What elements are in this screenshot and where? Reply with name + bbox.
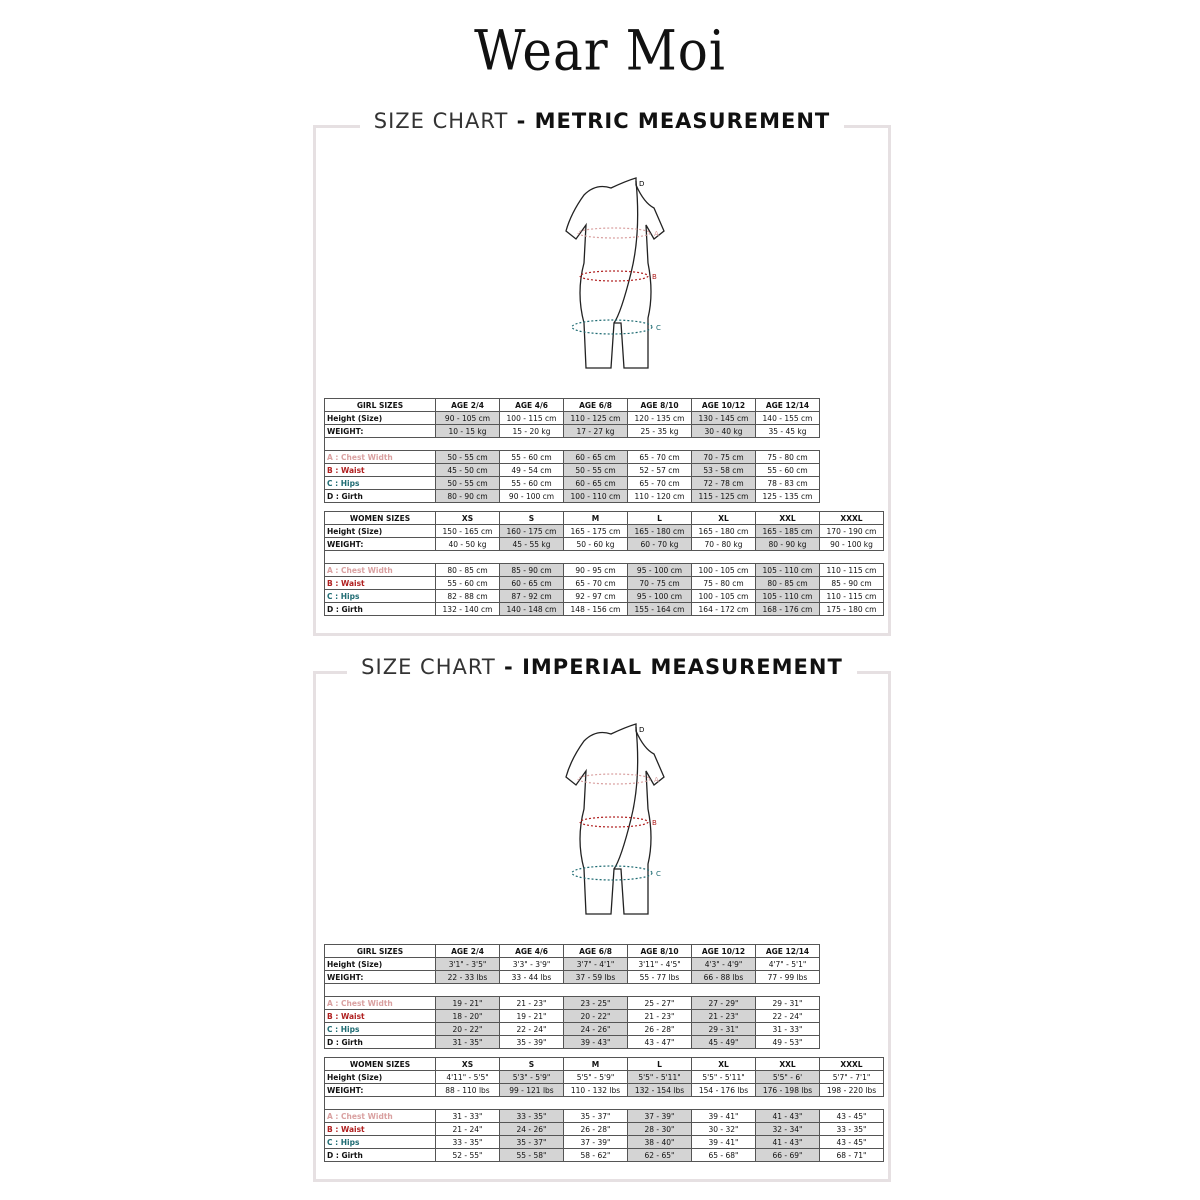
brand-logo: Wear Moi bbox=[474, 19, 726, 83]
imperial-size-chart bbox=[313, 655, 891, 1182]
table-row: Height (Size) 3'1" - 3'5" 3'3" - 3'9" 3'7" - 4'1" 3'11" - 4'5" 4'3" - 4'9" 4'7" - 5'1" bbox=[325, 958, 820, 971]
table-row: WEIGHT: 88 - 110 lbs 99 - 121 lbs 110 - 132 lbs 132 - 154 lbs 154 - 176 lbs 176 - 198 lbs 198 - 220 lbs bbox=[325, 1084, 884, 1097]
table-row: B : Waist 55 - 60 cm 60 - 65 cm 65 - 70 cm 70 - 75 cm 75 - 80 cm 80 - 85 cm 85 - 90 cm bbox=[325, 577, 884, 590]
marker-b: B bbox=[652, 273, 657, 281]
table-row: D : Girth 132 - 140 cm 140 - 148 cm 148 - 156 cm 155 - 164 cm 164 - 172 cm 168 - 176 cm 175 - 180 cm bbox=[325, 603, 884, 616]
table-row: D : Girth 52 - 55" 55 - 58" 58 - 62" 62 - 65" 65 - 68" 66 - 69" 68 - 71" bbox=[325, 1149, 884, 1162]
marker-c: C bbox=[656, 870, 661, 878]
table-row: GIRL SIZES AGE 2/4 AGE 4/6 AGE 6/8 AGE 8/10 AGE 10/12 AGE 12/14 bbox=[325, 945, 820, 958]
marker-d: D bbox=[639, 726, 645, 734]
table-row: GIRL SIZES AGE 2/4 AGE 4/6 AGE 6/8 AGE 8/10 AGE 10/12 AGE 12/14 bbox=[325, 399, 820, 412]
imperial-title: SIZE CHART - IMPERIAL MEASUREMENT bbox=[316, 655, 888, 679]
table-row: C : Hips 82 - 88 cm 87 - 92 cm 92 - 97 cm 95 - 100 cm 100 - 105 cm 105 - 110 cm 110 - 115 cm bbox=[325, 590, 884, 603]
table-row: C : Hips 50 - 55 cm 55 - 60 cm 60 - 65 cm 65 - 70 cm 72 - 78 cm 78 - 83 cm bbox=[325, 477, 820, 490]
table-row: Height (Size) 4'11" - 5'5" 5'3" - 5'9" 5'5" - 5'9" 5'5" - 5'11" 5'5" - 5'11" 5'5" - 6' 5'7" - 7'1" bbox=[325, 1071, 884, 1084]
metric-title: SIZE CHART - METRIC MEASUREMENT bbox=[316, 109, 888, 133]
marker-b: B bbox=[652, 819, 657, 827]
imperial-women-sizes-table bbox=[324, 1057, 884, 1162]
table-row: Height (Size) 90 - 105 cm 100 - 115 cm 110 - 125 cm 120 - 135 cm 130 - 145 cm 140 - 155 cm bbox=[325, 412, 820, 425]
table-row: D : Girth 31 - 35" 35 - 39" 39 - 43" 43 - 47" 45 - 49" 49 - 53" bbox=[325, 1036, 820, 1049]
marker-a: A bbox=[654, 230, 659, 238]
imperial-girl-sizes-table bbox=[324, 944, 820, 1049]
marker-a: A bbox=[654, 776, 659, 784]
table-row: B : Waist 21 - 24" 24 - 26" 26 - 28" 28 - 30" 30 - 32" 32 - 34" 33 - 35" bbox=[325, 1123, 884, 1136]
table-row: A : Chest Width 80 - 85 cm 85 - 90 cm 90 - 95 cm 95 - 100 cm 100 - 105 cm 105 - 110 cm 110 - 115 cm bbox=[325, 564, 884, 577]
metric-size-chart bbox=[313, 109, 891, 636]
table-row: A : Chest Width 50 - 55 cm 55 - 60 cm 60 - 65 cm 65 - 70 cm 70 - 75 cm 75 - 80 cm bbox=[325, 451, 820, 464]
metric-girl-sizes-table bbox=[324, 398, 820, 503]
table-row: C : Hips 33 - 35" 35 - 37" 37 - 39" 38 - 40" 39 - 41" 41 - 43" 43 - 45" bbox=[325, 1136, 884, 1149]
body-measurement-figure bbox=[536, 173, 676, 383]
table-row: A : Chest Width 31 - 33" 33 - 35" 35 - 37" 37 - 39" 39 - 41" 41 - 43" 43 - 45" bbox=[325, 1110, 884, 1123]
table-row: C : Hips 20 - 22" 22 - 24" 24 - 26" 26 - 28" 29 - 31" 31 - 33" bbox=[325, 1023, 820, 1036]
table-row: WEIGHT: 40 - 50 kg 45 - 55 kg 50 - 60 kg 60 - 70 kg 70 - 80 kg 80 - 90 kg 90 - 100 kg bbox=[325, 538, 884, 551]
table-row: B : Waist 45 - 50 cm 49 - 54 cm 50 - 55 cm 52 - 57 cm 53 - 58 cm 55 - 60 cm bbox=[325, 464, 820, 477]
table-row: WOMEN SIZES XS S M L XL XXL XXXL bbox=[325, 512, 884, 525]
table-row: WEIGHT: 22 - 33 lbs 33 - 44 lbs 37 - 59 lbs 55 - 77 lbs 66 - 88 lbs 77 - 99 lbs bbox=[325, 971, 820, 984]
table-row: WOMEN SIZES XS S M L XL XXL XXXL bbox=[325, 1058, 884, 1071]
marker-c: C bbox=[656, 324, 661, 332]
table-row: B : Waist 18 - 20" 19 - 21" 20 - 22" 21 - 23" 21 - 23" 22 - 24" bbox=[325, 1010, 820, 1023]
metric-title-bold: METRIC MEASUREMENT bbox=[534, 109, 831, 133]
table-row: D : Girth 80 - 90 cm 90 - 100 cm 100 - 110 cm 110 - 120 cm 115 - 125 cm 125 - 135 cm bbox=[325, 490, 820, 503]
metric-women-sizes-table bbox=[324, 511, 884, 616]
table-row: WEIGHT: 10 - 15 kg 15 - 20 kg 17 - 27 kg 25 - 35 kg 30 - 40 kg 35 - 45 kg bbox=[325, 425, 820, 438]
table-row: A : Chest Width 19 - 21" 21 - 23" 23 - 25" 25 - 27" 27 - 29" 29 - 31" bbox=[325, 997, 820, 1010]
body-measurement-figure bbox=[536, 719, 676, 929]
imperial-title-bold: IMPERIAL MEASUREMENT bbox=[522, 655, 843, 679]
marker-d: D bbox=[639, 180, 645, 188]
table-row: Height (Size) 150 - 165 cm 160 - 175 cm 165 - 175 cm 165 - 180 cm 165 - 180 cm 165 - 185 cm 170 - 190 cm bbox=[325, 525, 884, 538]
